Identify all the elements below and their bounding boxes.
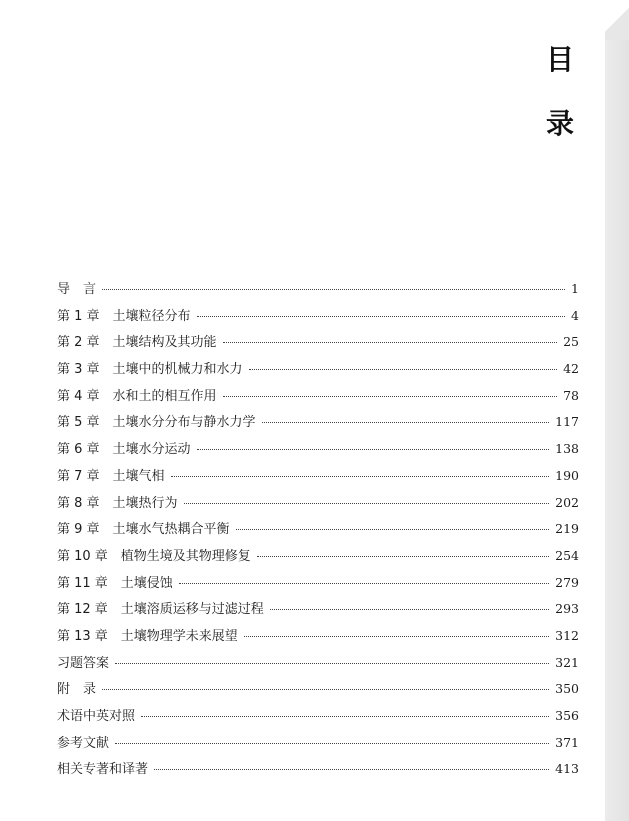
toc-entry-page: 138 [555,441,579,457]
toc-entry-label: 第 6 章 土壤水分运动 [57,442,191,458]
toc-entry-page: 219 [555,521,579,537]
toc-entry-label: 导 言 [57,282,97,297]
toc-entry-label: 第 3 章 土壤中的机械力和水力 [57,362,243,378]
toc-entry-page: 350 [555,681,579,697]
toc-dot-leader [257,556,549,557]
toc-entry-page: 4 [571,307,579,323]
toc-dot-leader [171,476,550,477]
toc-entry-page: 1 [571,281,579,296]
toc-dot-leader [244,636,549,637]
toc-entry[interactable] [57,358,579,385]
toc-entry[interactable] [57,438,579,465]
toc-dot-leader [223,342,558,343]
toc-heading-char-1: 目 [545,43,574,76]
toc-entry-label: 第 8 章 土壤热行为 [57,495,178,511]
toc-entry[interactable] [57,572,579,599]
toc-dot-leader [184,503,550,504]
toc-entry-label: 第 11 章 土壤侵蚀 [57,575,173,591]
toc-entry[interactable] [57,518,579,545]
toc-dot-leader [115,743,549,744]
toc-entry-label: 附 录 [57,682,97,698]
toc-entry-label: 术语中英对照 [57,709,136,724]
toc-entry-page: 190 [555,467,579,483]
toc-entry[interactable] [57,545,579,572]
toc-entry-page: 413 [555,761,579,777]
toc-dot-leader [197,449,550,450]
toc-dot-leader [179,583,549,584]
toc-dot-leader [236,529,550,530]
toc-entry-page: 356 [555,708,579,723]
toc-dot-leader [154,769,549,770]
toc-entry-label: 第 9 章 土壤水气热耦合平衡 [57,522,230,538]
toc-entry-page: 371 [555,734,579,750]
toc-dot-leader [249,369,558,370]
toc-entry[interactable] [57,492,579,519]
toc-entry[interactable] [57,411,579,438]
toc-entry-label: 相关专著和译著 [57,762,149,778]
toc-dot-leader [262,422,550,423]
toc-entry[interactable] [57,465,579,492]
toc-entry-page: 293 [555,601,579,617]
toc-entry[interactable] [57,278,579,305]
toc-entry-page: 202 [555,494,579,510]
toc-entry[interactable] [57,678,579,705]
toc-dot-leader [197,316,566,317]
toc-entry[interactable] [57,732,579,759]
toc-entry-label: 习题答案 [57,655,110,671]
toc-entry-label: 第 2 章 土壤结构及其功能 [57,335,217,351]
toc-entry[interactable] [57,305,579,332]
toc-entry-label: 第 10 章 植物生境及其物理修复 [57,548,251,564]
toc-entry-label: 第 7 章 土壤气相 [57,468,165,484]
toc-entry-label: 第 12 章 土壤溶质运移与过滤过程 [57,602,264,618]
toc-entry-page: 254 [555,547,579,563]
toc-dot-leader [223,396,558,397]
toc-entry-page: 312 [555,627,579,643]
table-of-contents [57,278,579,785]
toc-entry-label: 第 4 章 水和土的相互作用 [57,388,217,404]
toc-entry-label: 第 1 章 土壤粒径分布 [57,308,191,324]
toc-dot-leader [102,289,565,290]
toc-entry[interactable] [57,625,579,652]
page-corner-fold [605,0,629,40]
toc-entry[interactable] [57,652,579,679]
toc-entry[interactable] [57,331,579,358]
page-edge-shadow [605,0,629,821]
toc-entry-page: 279 [555,574,579,590]
toc-entry-label: 第 13 章 土壤物理学未来展望 [57,628,238,644]
toc-entry-page: 78 [563,387,579,403]
toc-entry[interactable] [57,385,579,412]
toc-entry-page: 42 [563,361,579,377]
toc-dot-leader [141,716,549,717]
toc-heading-char-2: 录 [545,107,574,140]
toc-entry-page: 25 [563,334,579,350]
toc-dot-leader [115,663,549,664]
toc-entry-page: 117 [555,414,579,430]
toc-entry-page: 321 [555,654,579,670]
toc-dot-leader [102,689,549,690]
toc-entry-label: 参考文献 [57,735,110,751]
toc-entry[interactable] [57,598,579,625]
toc-entry-label: 第 5 章 土壤水分分布与静水力学 [57,415,256,431]
toc-dot-leader [270,609,549,610]
toc-entry[interactable] [57,705,579,732]
toc-entry[interactable] [57,758,579,785]
